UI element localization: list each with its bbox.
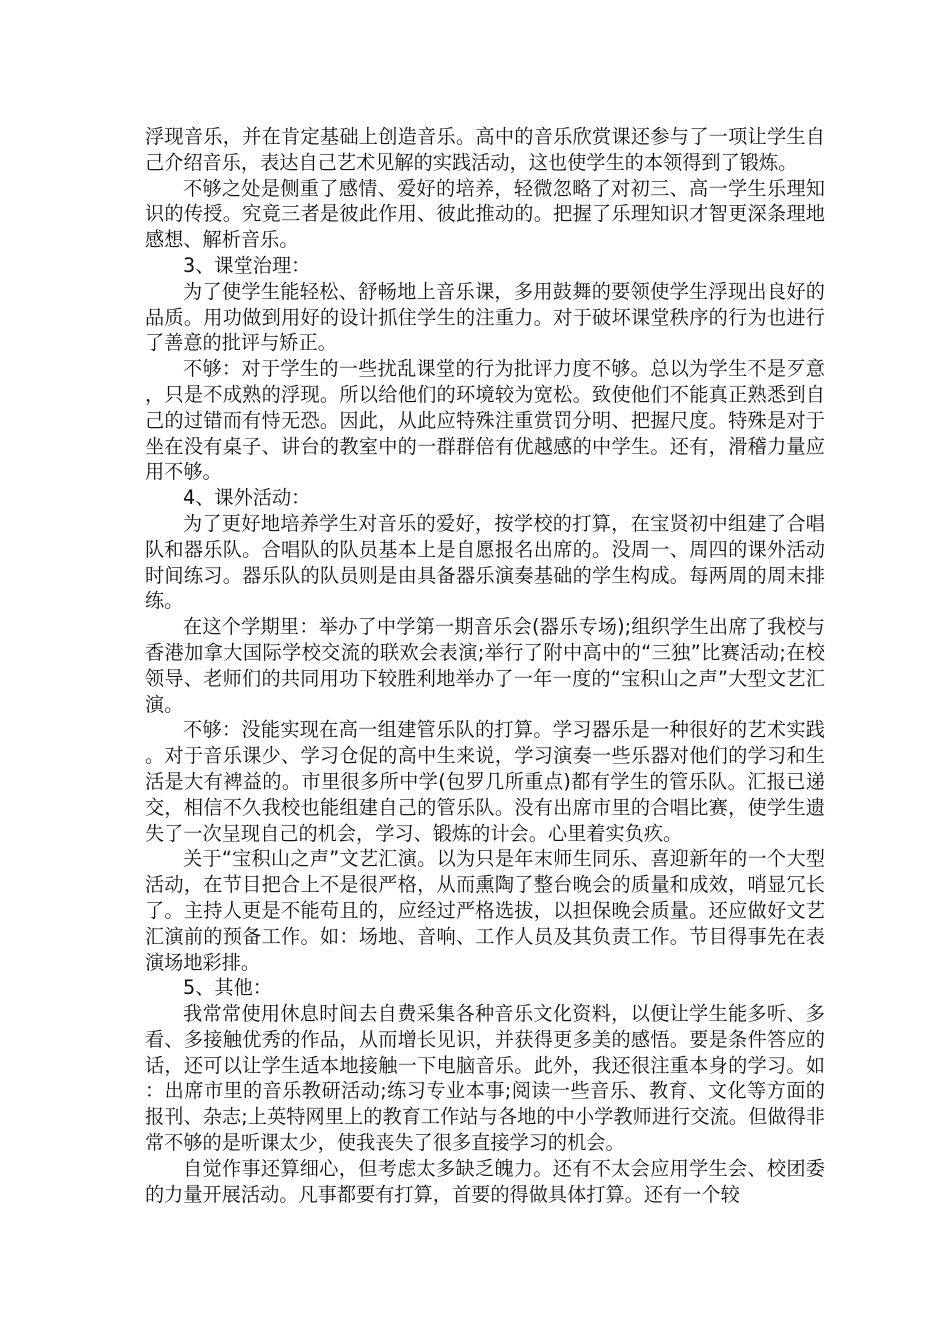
paragraph-band-shortcoming: 不够：没能实现在高一组建管乐队的打算。学习器乐是一种很好的艺术实践。对于音乐课少、学习仓促的高中生来说，学习演奏一些乐器对他们的学习和生活是大有裨益的。市里很多所中学(包罗几所重点)都有学生的管乐队。汇报已递交，相信不久我校也能组建自己的管乐队。没有出席市里的合唱比赛，使学生遗失了一次呈现自己的机会，学习、锻炼的计会。心里着实负疚。 <box>145 718 825 845</box>
paragraph-choir-band: 为了更好地培养学生对音乐的爱好，按学校的打算，在宝贤初中组建了合唱队和器乐队。合唱队的队员基本上是自愿报名出席的。没周一、周四的课外活动时间练习。器乐队的队员则是由具备器乐演奏基础的学生构成。每两周的周末排练。 <box>145 511 825 613</box>
paragraph-shortcoming-theory: 不够之处是侧重了感情、爱好的培养，轻微忽略了对初三、高一学生乐理知识的传授。究竟三者是彼此作用、彼此推动的。把握了乐理知识才智更深条理地感想、解析音乐。 <box>145 176 825 252</box>
paragraph-self-study: 我常常使用休息时间去自费采集各种音乐文化资料，以便让学生能多听、多看、多接触优秀的作品，从而增长见识，并获得更多美的感悟。要是条件答应的话，还可以让学生适本地接触一下电脑音乐。此外，我还很注重本身的学习。如：出席市里的音乐教研活动;练习专业本事;阅读一些音乐、教育、文化等方面的报刊、杂志;上英特网里上的教育工作站与各地的中小学教师进行交流。但做得非常不够的是听课太少，使我丧失了很多直接学习的机会。 <box>145 1002 825 1155</box>
document-page <box>145 124 825 1207</box>
paragraph-gala-review: 关于“宝积山之声”文艺汇演。以为只是年末师生同乐、喜迎新年的一个大型活动，在节目把合上不是很严格，从而熏陶了整台晚会的质量和成效，哨显冗长了。主持人更是不能苟且的，应经过严格选拔，以担保晚会质量。还应做好文艺汇演前的预备工作。如：场地、音响、工作人员及其负责工作。节目得事先在表演场地彩排。 <box>145 847 825 974</box>
section-heading-classroom-management: 3、课堂治理： <box>183 253 311 277</box>
paragraph-semester-events: 在这个学期里：举办了中学第一期音乐会(器乐专场);组织学生出席了我校与香港加拿大国际学校交流的联欢会表演;举行了附中高中的“三独”比赛活动;在校领导、老师们的共同用功下较胜利地举办了一年一度的“宝积山之声”大型文艺汇演。 <box>145 615 825 716</box>
section-heading-other: 5、其他： <box>183 976 272 1000</box>
paragraph-classroom-shortcoming: 不够：对于学生的一些扰乱课堂的行为批评力度不够。总以为学生不是歹意，只是不成熟的浮现。所以给他们的环境较为宽松。致使他们不能真正熟悉到自己的过错而有恃无恐。因此，从此应特殊注重赏罚分明、把握尺度。特殊是对于坐在没有桌子、讲台的教室中的一群群倍有优越感的中学生。还有，滑稽力量应用不够。 <box>145 357 825 484</box>
section-heading-extracurricular: 4、课外活动： <box>183 486 311 510</box>
paragraph-self-assessment: 自觉作事还算细心，但考虑太多缺乏魄力。还有不太会应用学生会、校团委的力量开展活动。凡事都要有打算，首要的得做具体打算。还有一个较 <box>145 1156 825 1206</box>
paragraph-classroom-management: 为了使学生能轻松、舒畅地上音乐课，多用鼓舞的要领使学生浮现出良好的品质。用功做到用好的设计抓住学生的注重力。对于破坏课堂秩序的行为也进行了善意的批评与矫正。 <box>145 279 825 355</box>
paragraph-continuation: 浮现音乐，并在肯定基础上创造音乐。高中的音乐欣赏课还参与了一项让学生自己介绍音乐，表达自己艺术见解的实践活动，这也使学生的本领得到了锻炼。 <box>145 125 825 174</box>
